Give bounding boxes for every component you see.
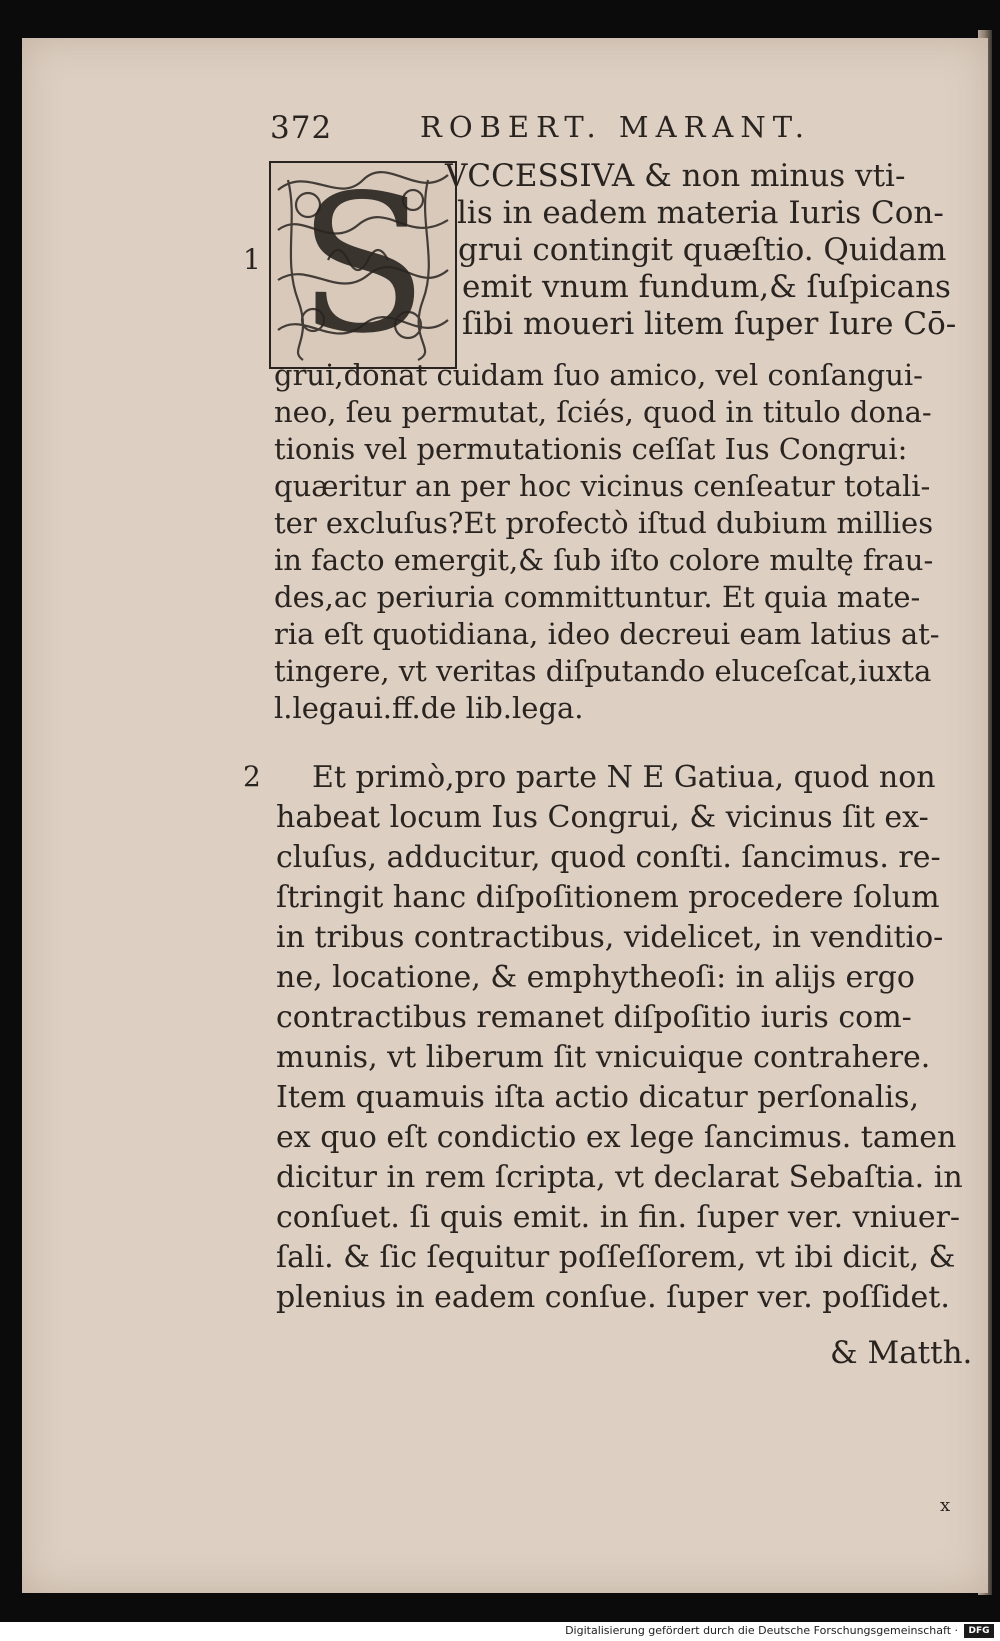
text-line: in facto emergit,& ſub iſto colore multę frau- (274, 543, 934, 577)
text-line: cluſus, adducitur, quod conſti. ſancimus. re- (276, 840, 941, 875)
text-line: conſuet. ſi quis emit. in fin. ſuper ver. vniuer- (276, 1200, 961, 1235)
margin-number-2: 2 (243, 760, 261, 793)
page-number: 372 (270, 110, 333, 146)
text-line: plenius in eadem conſue. ſuper ver. poſſidet. (276, 1280, 950, 1315)
text-line: ex quo eſt condictio ex lege ſancimus. tamen (276, 1120, 957, 1155)
main-text (274, 0, 982, 1641)
text-line: tionis vel permutationis ceſſat Ius Congrui: (274, 432, 908, 466)
text-line: VCCESSIVA & non minus vti- (445, 158, 906, 194)
text-line: ter excluſus?Et profectò iſtud dubium millies (274, 506, 934, 540)
margin-number-1: 1 (243, 243, 261, 276)
text-line: grui,donat cuidam ſuo amico, vel conſangui- (274, 358, 923, 392)
text-line: ſibi moueri litem ſuper Iure Cō- (462, 306, 957, 342)
text-line: munis, vt liberum ſit vnicuique contrahere. (276, 1040, 931, 1075)
text-line: ſtringit hanc diſpoſitionem procedere ſolum (276, 880, 940, 915)
catchword: & Matth. (830, 1335, 973, 1371)
footer-bar (0, 1622, 1000, 1641)
running-title: ROBERT. MARANT. (420, 110, 812, 144)
text-line: tingere, vt veritas diſputando eluceſcat,iuxta (274, 654, 932, 688)
text-line: emit vnum fundum,& ſuſpicans (462, 269, 951, 305)
text-line: Et primò,pro parte N E Gatiua, quod non (312, 760, 936, 795)
text-line: lis in eadem materia Iuris Con- (457, 195, 944, 231)
text-line: ria eſt quotidiana, ideo decreui eam latius at- (274, 617, 940, 651)
text-line: ſali. & ſic ſequitur poſſeſſorem, vt ibi dicit, & (276, 1240, 956, 1275)
text-line: contractibus remanet diſpoſitio iuris com- (276, 1000, 912, 1035)
text-line: habeat locum Ius Congrui, & vicinus ſit ex- (276, 800, 929, 835)
text-line: neo, ſeu permutat, ſciés, quod in titulo dona- (274, 395, 932, 429)
text-line: quæritur an per hoc vicinus cenſeatur totali- (274, 469, 931, 503)
text-line: l.legaui.ff.de lib.lega. (274, 691, 584, 725)
text-line: grui contingit quæſtio. Quidam (458, 232, 947, 268)
text-line: in tribus contractibus, videlicet, in venditio- (276, 920, 944, 955)
initial-letter: S (297, 160, 429, 370)
text-line: Item quamuis iſta actio dicatur perſonalis, (276, 1080, 919, 1115)
text-line: dicitur in rem ſcripta, vt declarat Sebaſtia. in (276, 1160, 963, 1195)
text-line: ne, locatione, & emphytheoſi: in alijs ergo (276, 960, 915, 995)
text-line: des,ac periuria committuntur. Et quia mate- (274, 580, 921, 614)
dfg-logo: DFG (964, 1624, 994, 1638)
signature-mark: x (940, 1495, 951, 1516)
funding-notice: Digitalisierung gefördert durch die Deutsche Forschungsgemeinschaft · (565, 1624, 958, 1637)
